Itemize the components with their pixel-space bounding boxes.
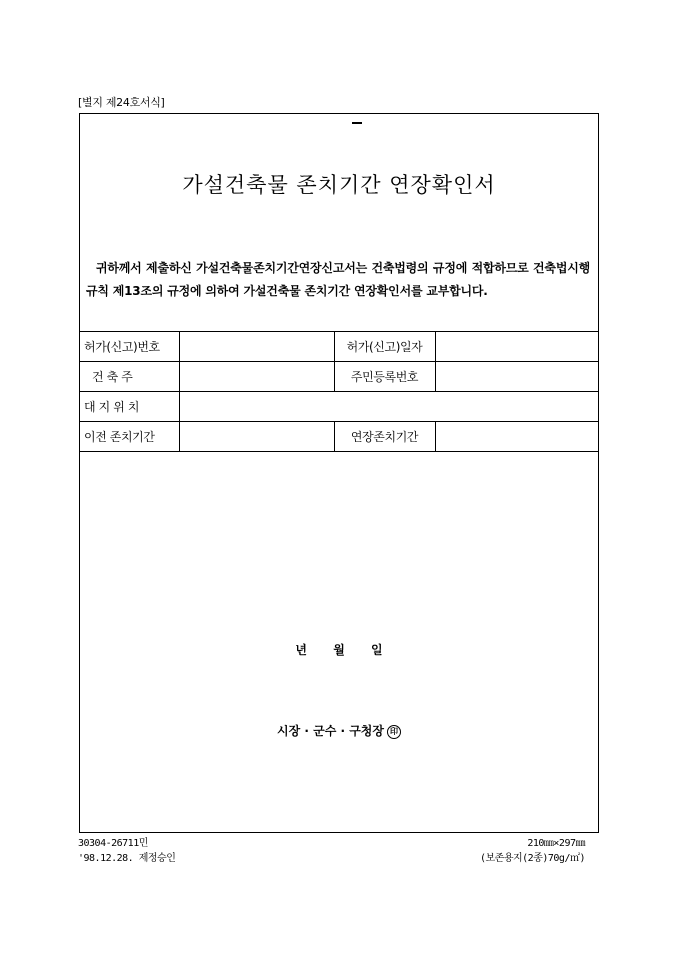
owner-label: 건 축 주 [80,362,179,392]
form-number-label: [별지 제24호서식] [78,96,165,109]
resident-number-field[interactable] [435,362,598,392]
footer-left [78,836,175,866]
previous-period-label: 이전 존치기간 [80,422,179,452]
approval-date: '98.12.28. 제정승인 [78,853,176,864]
paper-size: 210㎜×297㎜ [527,838,585,849]
extended-period-field[interactable] [435,422,598,452]
table-row [80,392,598,422]
previous-period-field[interactable] [179,422,334,452]
site-location-field[interactable] [179,392,598,422]
certificate-title: 가설건축물 존치기간 연장확인서 [182,173,496,197]
notice-text: 귀하께서 제출하신 가설건축물존치기간연장신고서는 건축법령의 규정에 적합하므로 건축법시행규칙 제13조의 규정에 의하여 가설건축물 존치기간 연장확인서를 교부합니다. [86,261,590,298]
footer-right [480,836,585,866]
table-row [80,362,598,392]
resident-number-label: 주민등록번호 [334,362,435,392]
permit-date-label: 허가(신고)일자 [334,332,435,362]
info-table [80,331,598,452]
signer-title: 시장 · 군수 · 구청장 [277,724,384,738]
form-code: 30304-26711민 [78,838,148,849]
certificate-frame [79,113,599,833]
signer-block [80,722,598,739]
issue-date-line: 년 월 일 [295,643,383,657]
owner-field[interactable] [179,362,334,392]
table-row [80,332,598,362]
extended-period-label: 연장존치기간 [334,422,435,452]
top-dash-mark [352,122,362,124]
site-location-label: 대 지 위 치 [80,392,179,422]
table-row [80,422,598,452]
permit-number-field[interactable] [179,332,334,362]
permit-date-field[interactable] [435,332,598,362]
paper-spec: (보존용지(2종)70g/㎡) [480,853,585,864]
permit-number-label: 허가(신고)번호 [80,332,179,362]
seal-stamp: 印 [387,725,401,739]
